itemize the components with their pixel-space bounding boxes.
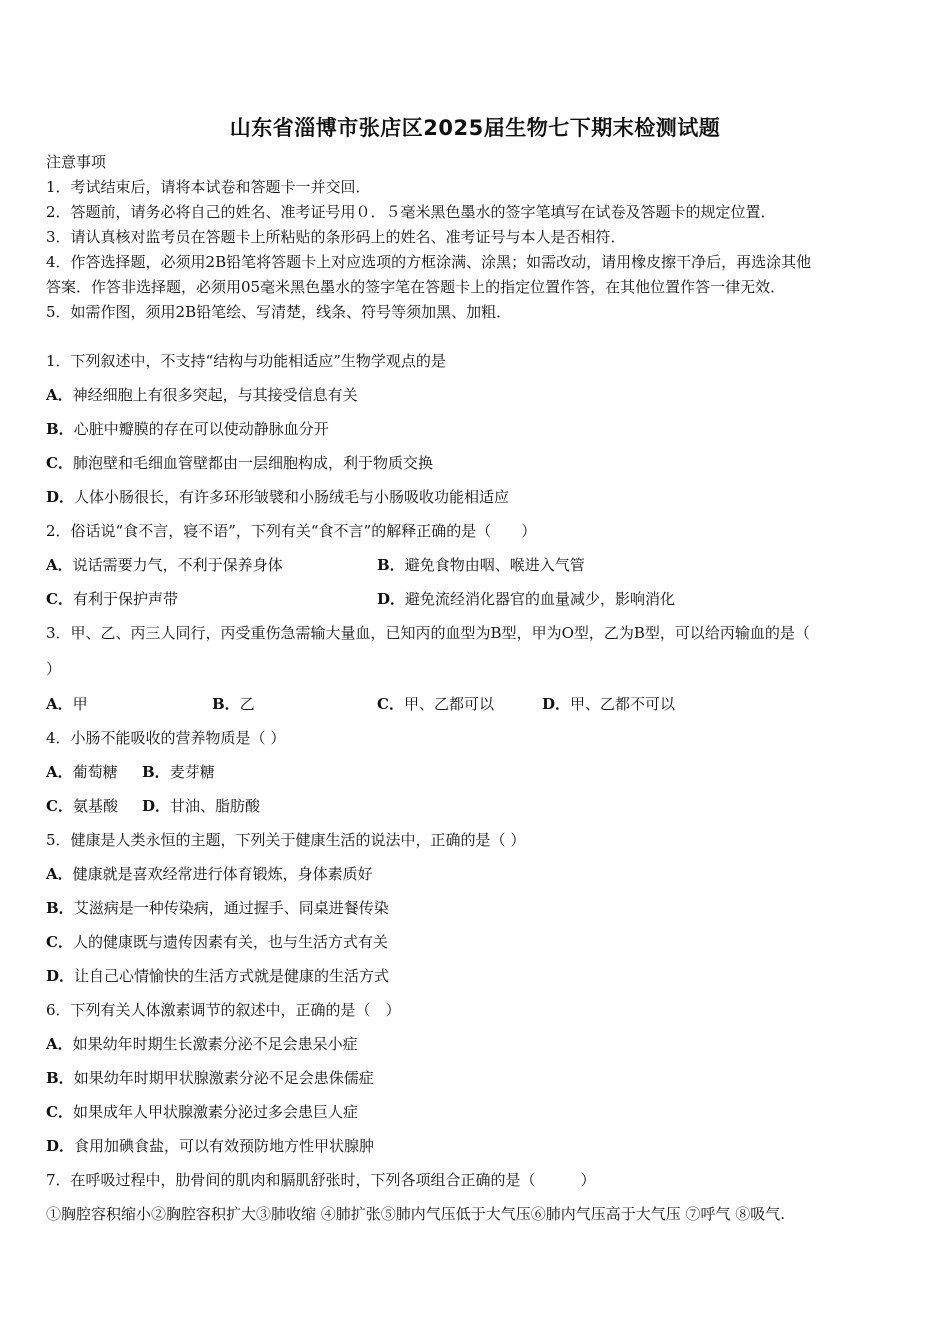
option-label: B． bbox=[46, 1069, 74, 1087]
notice-item: 4．作答选择题，必须用2B铅笔将答题卡上对应选项的方框涂满、涂黑；如需改动，请用橡皮擦干净后，再选涂其他 bbox=[46, 253, 812, 271]
option-label: D． bbox=[377, 590, 406, 608]
option-label: D． bbox=[542, 695, 571, 713]
question-stem-continued: ） bbox=[46, 660, 62, 678]
option-text: 甲 bbox=[72, 695, 88, 713]
notice-item: 答案．作答非选择题，必须用05毫米黑色墨水的签字笔在答题卡上的指定位置作答，在其他位置作答一律无效． bbox=[46, 278, 786, 296]
question-stem: 7．在呼吸过程中，肋骨间的肌肉和膈肌舒张时，下列各项组合正确的是（ ） bbox=[46, 1171, 596, 1189]
option bbox=[46, 898, 389, 918]
option-label: D． bbox=[46, 1137, 75, 1155]
option-label: D． bbox=[46, 488, 75, 506]
option-text: 如果成年人甲状腺激素分泌过多会患巨人症 bbox=[72, 1103, 358, 1121]
option-text: 如果幼年时期生长激素分泌不足会患呆小症 bbox=[72, 1035, 358, 1053]
option bbox=[46, 1136, 374, 1156]
option-label: C． bbox=[46, 454, 73, 472]
option bbox=[46, 762, 118, 782]
option bbox=[46, 1068, 374, 1088]
option-text: 氨基酸 bbox=[72, 797, 118, 815]
option-text: 人体小肠很长，有许多环形皱襞和小肠绒毛与小肠吸收功能相适应 bbox=[74, 488, 510, 506]
option bbox=[377, 589, 675, 609]
option bbox=[46, 487, 509, 507]
option bbox=[46, 694, 88, 714]
option-text: 食用加碘食盐，可以有效预防地方性甲状腺肿 bbox=[74, 1137, 375, 1155]
option bbox=[46, 1034, 358, 1054]
option-label: B． bbox=[46, 899, 74, 917]
option bbox=[46, 864, 373, 884]
option bbox=[377, 555, 585, 575]
option bbox=[212, 694, 255, 714]
option-label: C． bbox=[46, 797, 73, 815]
option-text: 避免流经消化器官的血量减少，影响消化 bbox=[405, 590, 676, 608]
option-label: B． bbox=[46, 420, 74, 438]
option-label: C． bbox=[46, 933, 73, 951]
option-text: 人的健康既与遗传因素有关，也与生活方式有关 bbox=[72, 933, 388, 951]
question-stem: 1．下列叙述中，不支持“结构与功能相适应”生物学观点的是 bbox=[46, 352, 446, 370]
option-text: 葡萄糖 bbox=[72, 763, 118, 781]
option bbox=[46, 453, 433, 473]
option-label: A． bbox=[46, 763, 73, 781]
option-label: B． bbox=[142, 763, 170, 781]
question-stem: 5．健康是人类永恒的主题，下列关于健康生活的说法中，正确的是（ ） bbox=[46, 831, 526, 849]
option-text: 神经细胞上有很多突起，与其接受信息有关 bbox=[72, 386, 358, 404]
notice-item: 1．考试结束后，请将本试卷和答题卡一并交回． bbox=[46, 178, 371, 196]
option bbox=[46, 796, 118, 816]
option bbox=[46, 385, 358, 405]
option-text: 麦芽糖 bbox=[169, 763, 215, 781]
option-label: A． bbox=[46, 1035, 73, 1053]
option-text: 甲、乙都可以 bbox=[403, 695, 494, 713]
option bbox=[46, 966, 389, 986]
option bbox=[46, 932, 388, 952]
option-text: 乙 bbox=[239, 695, 255, 713]
option-text: 甲、乙都不可以 bbox=[570, 695, 676, 713]
option-text: 艾滋病是一种传染病，通过握手、同桌进餐传染 bbox=[73, 899, 389, 917]
notice-heading: 注意事项 bbox=[46, 153, 107, 171]
option bbox=[142, 796, 260, 816]
option-text: 心脏中瓣膜的存在可以使动静脉血分开 bbox=[73, 420, 329, 438]
page-title: 山东省淄博市张店区2025届生物七下期末检测试题 bbox=[229, 116, 721, 140]
question-stem: 2．俗话说“食不言，寝不语”，下列有关“食不言”的解释正确的是（ ） bbox=[46, 522, 537, 540]
option-text: 肺泡壁和毛细血管壁都由一层细胞构成，利于物质交换 bbox=[72, 454, 433, 472]
option-label: C． bbox=[46, 590, 73, 608]
option bbox=[46, 589, 178, 609]
notice-item: 2．答题前，请务必将自己的姓名、准考证号用０．５毫米黑色墨水的签字笔填写在试卷及答题卡的规定位置． bbox=[46, 203, 776, 221]
option-label: A． bbox=[46, 695, 73, 713]
question-stem: 3．甲、乙、丙三人同行，丙受重伤急需输大量血，已知丙的血型为B型，甲为O型，乙为B型，可以给丙输血的是（ bbox=[46, 624, 810, 642]
option-label: A． bbox=[46, 386, 73, 404]
option-label: D． bbox=[46, 967, 75, 985]
option bbox=[542, 694, 675, 714]
option bbox=[377, 694, 494, 714]
option-label: A． bbox=[46, 865, 73, 883]
option bbox=[46, 1102, 358, 1122]
option-text: 健康就是喜欢经常进行体育锻炼，身体素质好 bbox=[72, 865, 373, 883]
question-stem: 4．小肠不能吸收的营养物质是（ ） bbox=[46, 729, 286, 747]
option-text: 说话需要力气，不利于保养身体 bbox=[72, 556, 283, 574]
option-label: C． bbox=[46, 1103, 73, 1121]
option-label: B． bbox=[212, 695, 240, 713]
option bbox=[46, 555, 283, 575]
option-label: C． bbox=[377, 695, 404, 713]
option-label: D． bbox=[142, 797, 171, 815]
question-items-list: ①胸腔容积缩小②胸腔容积扩大③肺收缩 ④肺扩张⑤肺内气压低于大气压⑥肺内气压高于大气压 ⑦呼气 ⑧吸气. bbox=[46, 1205, 786, 1223]
notice-item: 3．请认真核对监考员在答题卡上所粘贴的条形码上的姓名、准考证号与本人是否相符． bbox=[46, 228, 626, 246]
question-stem: 6．下列有关人体激素调节的叙述中，正确的是（ ） bbox=[46, 1001, 401, 1019]
option bbox=[142, 762, 215, 782]
option-text: 有利于保护声带 bbox=[72, 590, 178, 608]
option-label: B． bbox=[377, 556, 405, 574]
option-text: 甘油、脂肪酸 bbox=[170, 797, 261, 815]
option-text: 让自己心情愉快的生活方式就是健康的生活方式 bbox=[74, 967, 390, 985]
option-text: 如果幼年时期甲状腺激素分泌不足会患侏儒症 bbox=[73, 1069, 374, 1087]
option bbox=[46, 419, 329, 439]
notice-item: 5．如需作图，须用2B铅笔绘、写清楚，线条、符号等须加黑、加粗． bbox=[46, 303, 512, 321]
option-label: A． bbox=[46, 556, 73, 574]
option-text: 避免食物由咽、喉进入气管 bbox=[404, 556, 585, 574]
